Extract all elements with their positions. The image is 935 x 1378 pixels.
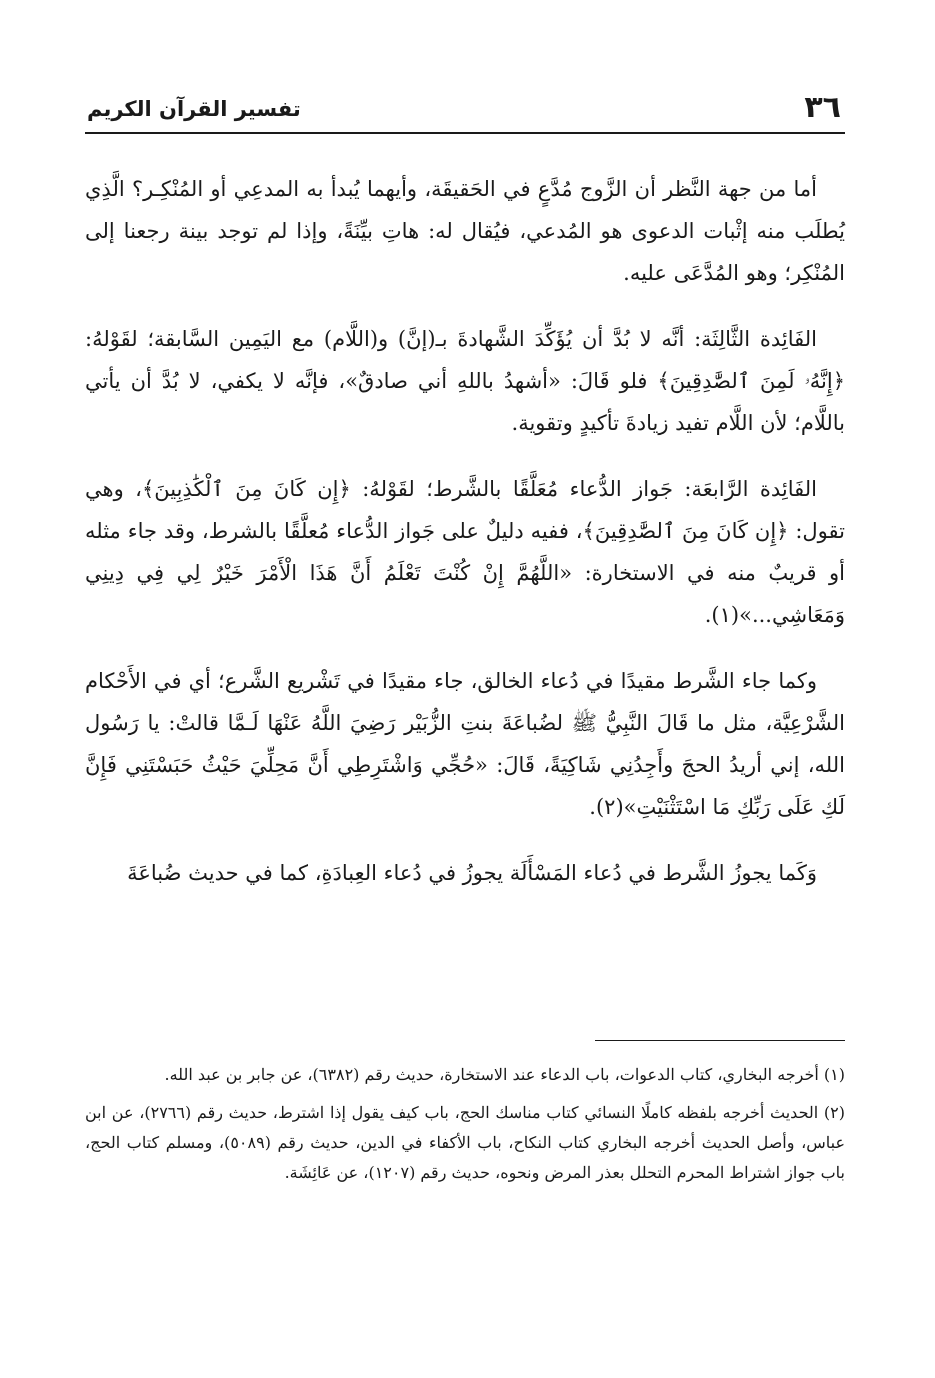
page-header (85, 88, 845, 134)
footnote-1: (١) أخرجه البخاري، كتاب الدعوات، باب الدعاء عند الاستخارة، حديث رقم (٦٣٨٢)، عن جابر بن عبد الله. (164, 1065, 845, 1084)
paragraph-worship-supplication: وَكَما يجوزُ الشَّرط في دُعاء المَسْأَلَة يجوزُ في دُعاء العِبادَةِ، كما في حديث ضُباعَةَ (127, 861, 817, 885)
paragraph-benefit-three: الفَائِدة الثَّالِثَة: أنَّه لا بُدَّ أن يُؤَكِّدَ الشَّهادةَ بـ(إنَّ) و(اللَّام) مع اليَمِين السَّابقة؛ لقَوْلهُ: ﴿إِنَّهُۥ لَمِنَ ٱلصَّٰدِقِينَ﴾ فلو قَالَ: «أشهدُ باللهِ أني صادقٌ»، فإنَّه لا يكفي، لا بُدَّ أن يأتي باللَّام؛ لأن اللَّام تفيد زيادةَ تأكيدٍ وتقوية. (85, 327, 845, 435)
running-title: تفسير القرآن الكريم (87, 97, 301, 121)
paragraph-benefit-four: الفَائِدة الرَّابعَة: جَواز الدُّعاء مُعَلَّقًا بالشَّرط؛ لقَوْلهُ: ﴿إِن كَانَ مِنَ ٱلْكَٰذِبِينَ﴾، وهي تقول: ﴿إِن كَانَ مِنَ ٱلصَّٰدِقِينَ﴾، ففيه دليلٌ على جَواز الدُّعاء مُعلَّقًا بالشرط، وقد جاء مثله أو قريبٌ منه في الاستخارة: «اللَّهُمَّ إِنْ كُنْتَ تَعْلَمُ أَنَّ هَذَا الْأَمْرَ خَيْرٌ لِي فِي دِينِي وَمَعَاشِي...»(١). (85, 477, 845, 627)
paragraph-claimant: أما من جهة النَّظر أن الزَّوج مُدَّعٍ في الحَقيقَة، وأيهما يُبدأ به المدعِي أو المُنْكِـر؟ الَّذِي يُطلَب منه إثْبات الدعوى هو المُدعي، فيُقال له: هاتِ بيِّنَةً، وإذا لم توجد بينة رجعنا إلى المُنْكِر؛ وهو المُدَّعَى عليه. (85, 177, 845, 285)
main-text (85, 168, 845, 894)
footnote-2: (٢) الحديث أخرجه بلفظه كاملًا النسائي كتاب مناسك الحج، باب كيف يقول إذا اشترط، حديث رقم (٢٧٦٦)، عن ابن عباس، وأصل الحديث أخرجه البخاري كتاب النكاح، باب الأكفاء في الدين، حديث رقم (٥٠٨٩)، ومسلم كتاب الحج، باب جواز اشتراط المحرم التحلل بعذر المرض ونحوه، حديث رقم (١٢٠٧)، عن عَائِشَة. (85, 1103, 846, 1182)
footnotes (85, 1060, 845, 1196)
page-number: ٣٦ (804, 90, 841, 125)
footnote-divider (595, 1040, 845, 1041)
paragraph-condition-legislation: وكما جاء الشَّرط مقيدًا في دُعاء الخالق، جاء مقيدًا في تَشْريع الشَّرع؛ أي في الأَحْكام الشَّرْعِيَّة، مثل ما قَالَ النَّبِيُّ ﷺ لضُباعَةَ بنتِ الزُّبَيْر رَضِيَ اللَّهُ عَنْهَا لَـمَّا قالتْ: يا رَسُول الله، إني أريدُ الحجَ وأَجِدُنِي شَاكِيَةً، قَالَ: «حُجِّي وَاشْتَرِطِي أَنَّ مَحِلِّيَ حَيْثُ حَبَسْتَنِي فَإِنَّ لَكِ عَلَى رَبِّكِ مَا اسْتَثْنَيْتِ»(٢). (85, 669, 845, 819)
